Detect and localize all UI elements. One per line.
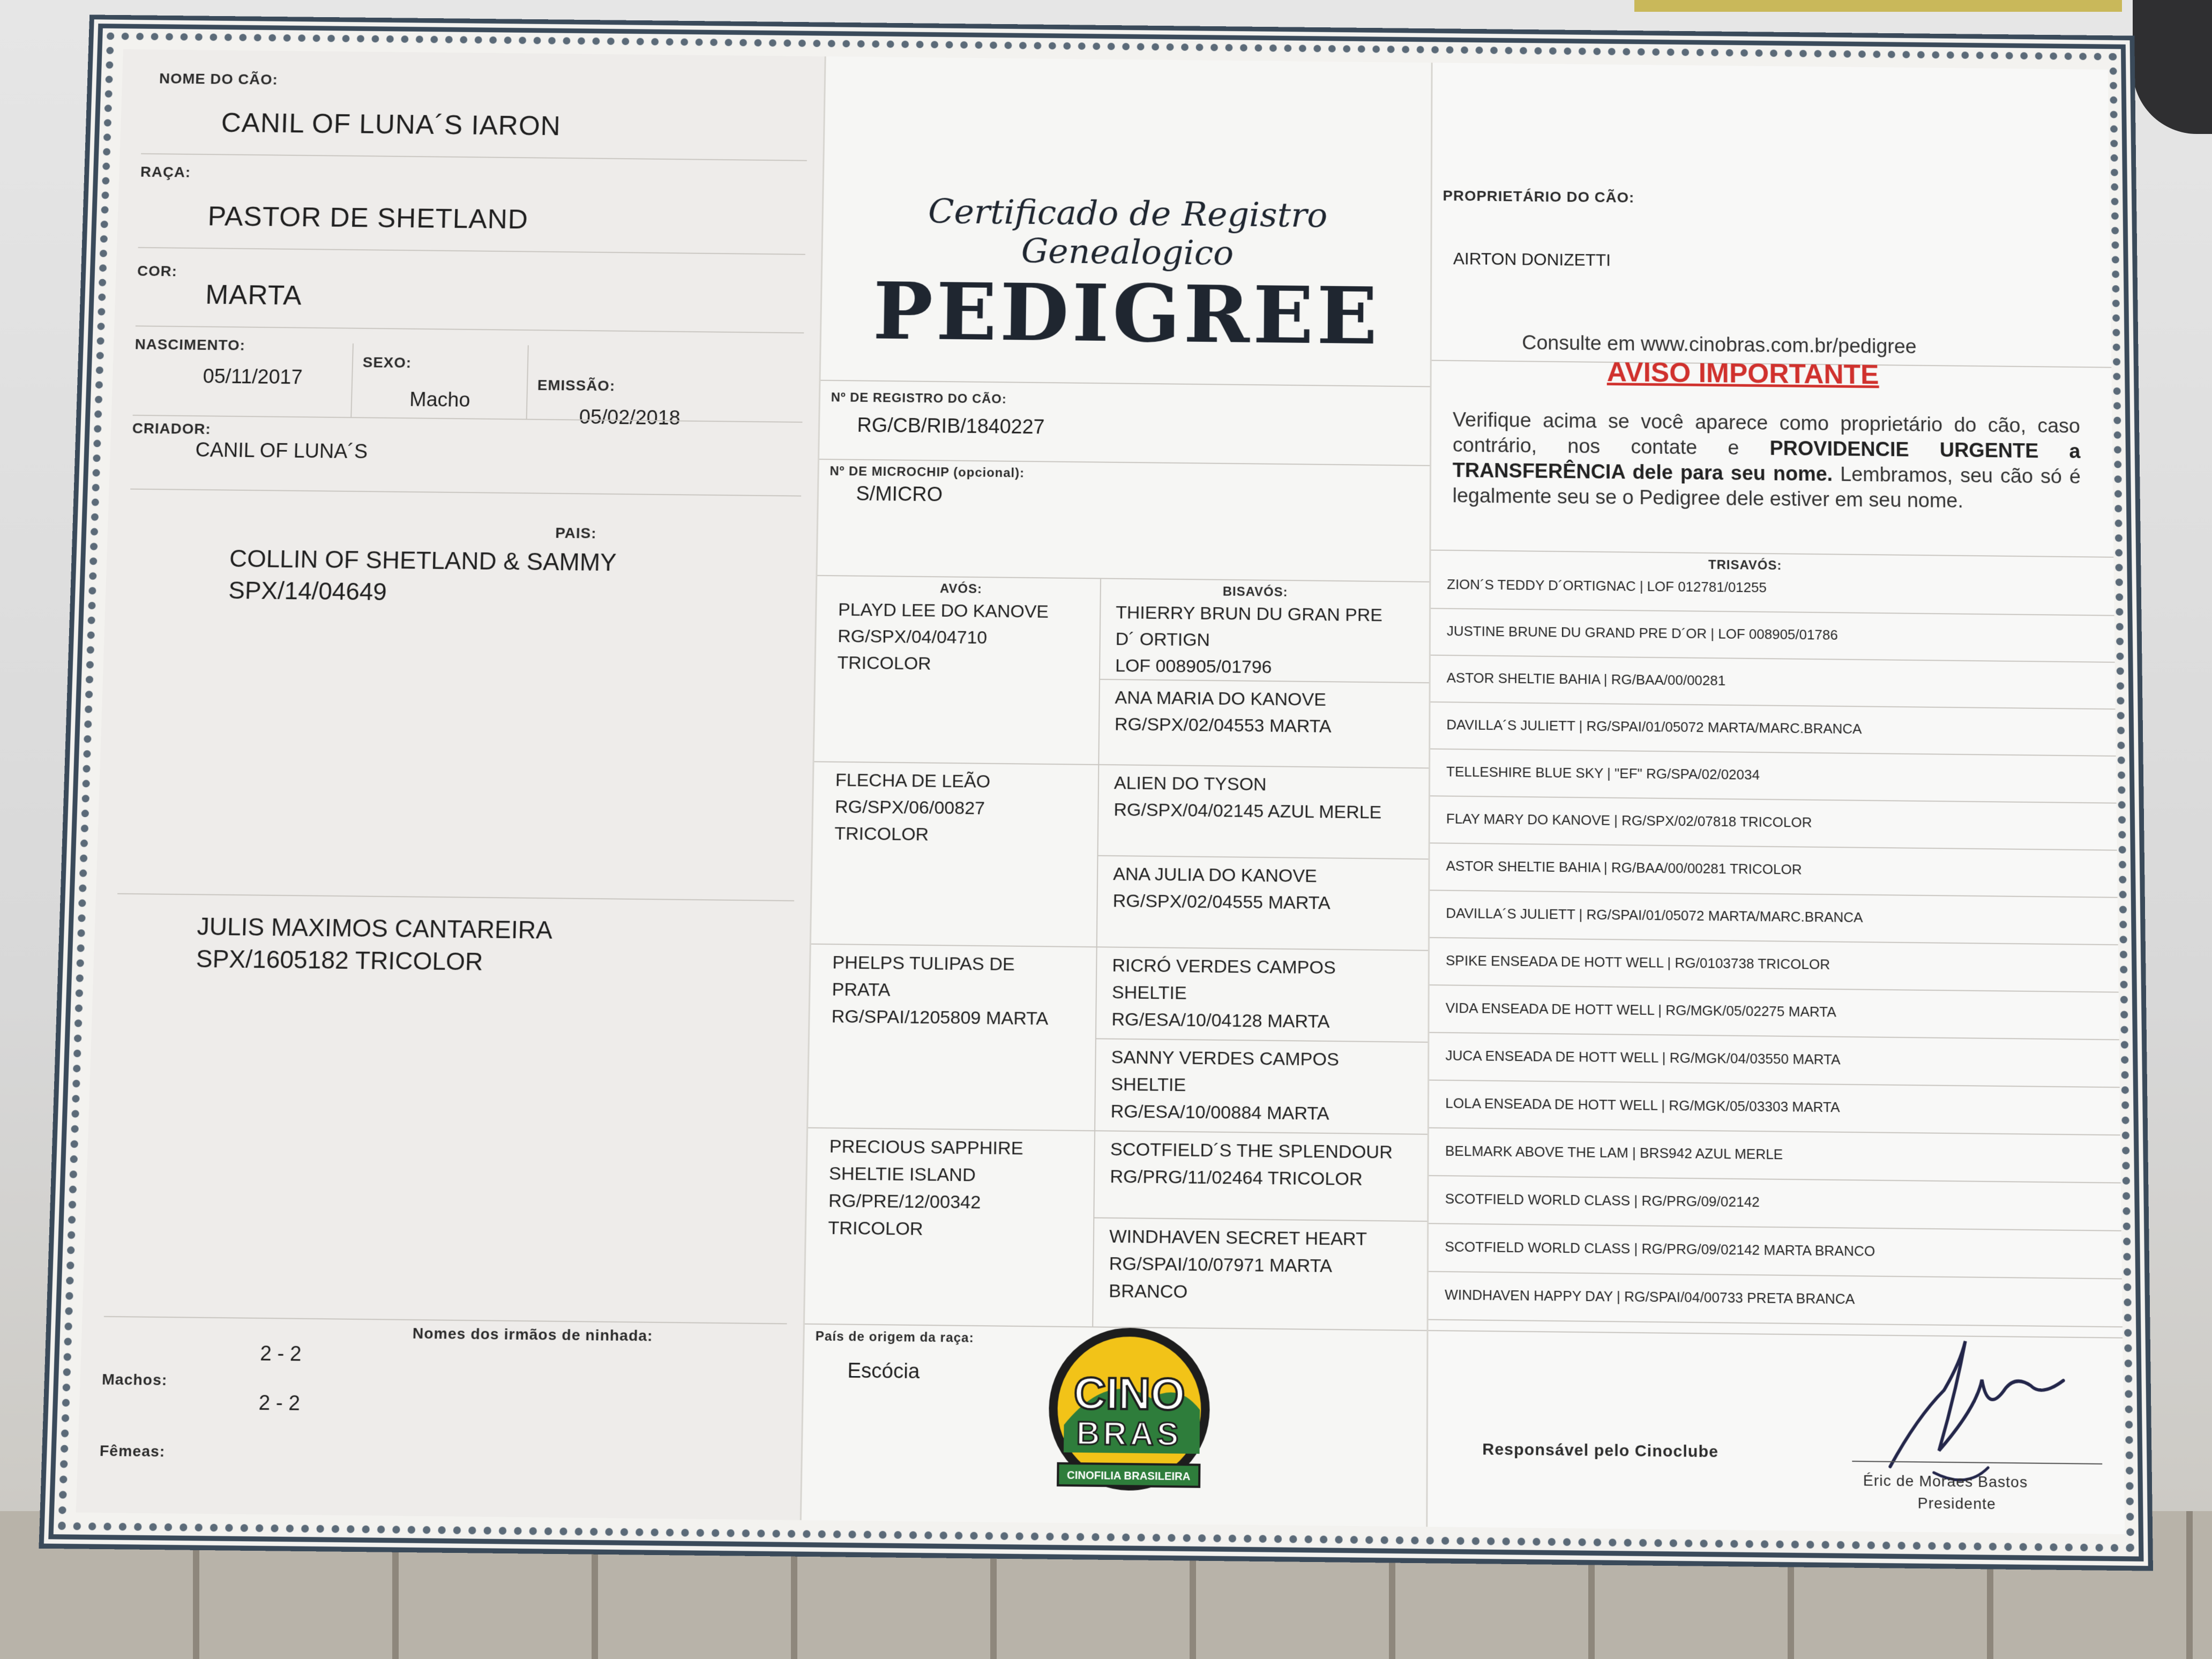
great-grandparent-1 — [1115, 599, 1382, 682]
divider — [1429, 1175, 2121, 1184]
great-grandparent-8 — [1109, 1223, 1367, 1307]
grandparent-line: PRATA — [832, 979, 891, 1000]
divider — [130, 489, 801, 497]
grandparent-3 — [831, 949, 1049, 1032]
signature — [1879, 1329, 2076, 1496]
divider — [814, 761, 1098, 765]
club-responsible-label: Responsável pelo Cinoclube — [1482, 1440, 1719, 1461]
divider — [1094, 1130, 1429, 1135]
trisavo-entry: WINDHAVEN HAPPY DAY | RG/SPAI/04/00733 PRETA BRANCA — [1445, 1286, 1855, 1307]
divider — [1096, 946, 1430, 951]
dam — [196, 910, 553, 978]
issue-label: EMISSÃO: — [537, 377, 616, 394]
sex-value: Macho — [409, 388, 470, 412]
great-grandparent-line: D´ ORTIGN — [1115, 629, 1210, 651]
sire-name: COLLIN OF SHETLAND & SAMMY — [229, 544, 617, 577]
divider — [1429, 1271, 2122, 1280]
divider — [1430, 795, 2117, 803]
divider — [817, 575, 1431, 582]
divider — [1431, 701, 2116, 709]
divider — [136, 325, 804, 333]
birth-date: 05/11/2017 — [203, 365, 303, 389]
trisavo-entry: SPIKE ENSEADA DE HOTT WELL | RG/0103738 TRICOLOR — [1445, 952, 1830, 973]
trisavo-entry: ASTOR SHELTIE BAHIA | RG/BAA/00/00281 TRICOLOR — [1446, 857, 1802, 878]
cinobras-logo — [1041, 1326, 1217, 1504]
trisavo-entry: JUCA ENSEADA DE HOTT WELL | RG/MGK/04/03550 MARTA — [1445, 1047, 1841, 1068]
signature-stroke — [1889, 1340, 2064, 1468]
divider — [1430, 749, 2116, 757]
divider — [1430, 984, 2119, 993]
grandparent-line: TRICOLOR — [834, 823, 929, 845]
divider — [820, 380, 1431, 387]
females-count: 2 - 2 — [258, 1392, 301, 1415]
great-grandparent-line: RG/ESA/10/00884 MARTA — [1110, 1101, 1329, 1124]
great-grandparent-6 — [1110, 1044, 1339, 1127]
trisavo-entry: ZION´S TEDDY D´ORTIGNAC | LOF 012781/01255 — [1447, 576, 1767, 596]
trisavo-entry: BELMARK ABOVE THE LAM | BRS942 AZUL MERLE — [1445, 1142, 1783, 1163]
divider — [1431, 550, 2113, 558]
grandparent-line: PHELPS TULIPAS DE — [832, 952, 1015, 975]
sex-label: SEXO: — [362, 354, 412, 371]
divider — [1093, 1217, 1429, 1222]
certificate-subtitle: Certificado de Registro Genealogico — [928, 192, 1328, 273]
divider — [138, 247, 805, 255]
great-grandparent-5 — [1111, 952, 1336, 1035]
great-grandparent-line: ANA MARIA DO KANOVE — [1115, 687, 1326, 710]
trisavo-entry: ASTOR SHELTIE BAHIA | RG/BAA/00/00281 — [1446, 669, 1726, 689]
divider — [1098, 764, 1430, 768]
breeder: CANIL OF LUNA´S — [195, 439, 368, 464]
corner-object — [1634, 0, 2122, 12]
trisavo-entry: DAVILLA´S JULIETT | RG/SPAI/01/05072 MARTA/MARC.BRANCA — [1446, 905, 1863, 926]
great-grandparent-7 — [1110, 1136, 1393, 1193]
great-grandparent-line: ANA JULIA DO KANOVE — [1112, 864, 1317, 887]
divider — [1429, 1080, 2120, 1088]
great-grandparents-label: BISAVÓS: — [1222, 584, 1288, 600]
great-grandparent-line: SHELTIE — [1110, 1074, 1186, 1096]
parents-label: PAIS: — [555, 525, 597, 542]
grandparent-line: FLECHA DE LEÃO — [835, 769, 991, 792]
great-grandparent-line: BRANCO — [1108, 1280, 1188, 1303]
great-grandparent-line: WINDHAVEN SECRET HEART — [1109, 1226, 1367, 1250]
logo-banner-text: CINOFILIA BRASILEIRA — [1066, 1469, 1191, 1483]
trisavo-entry: SCOTFIELD WORLD CLASS | RG/PRG/09/02142 MARTA BRANCO — [1445, 1238, 1875, 1260]
grandparent-line: RG/SPX/04/04710 — [838, 626, 988, 648]
notice-text-2: Lembramos, seu cão só é legalmente seu se o Pedigree dele estiver em seu nome. — [1452, 463, 2081, 513]
great-grandparent-line: LOF 008905/01796 — [1115, 655, 1272, 678]
trisavo-entry: FLAY MARY DO KANOVE | RG/SPX/02/07818 TRICOLOR — [1446, 810, 1812, 831]
divider — [1429, 1032, 2119, 1041]
grandparent-1 — [837, 596, 1049, 678]
logo-text-top: CINO — [1073, 1368, 1186, 1420]
breeder-label: CRIADOR: — [132, 420, 212, 437]
sire-registration: SPX/14/04649 — [228, 576, 387, 606]
microchip-label: Nº DE MICROCHIP (opcional): — [829, 464, 1025, 481]
females-label: Fêmeas: — [99, 1442, 166, 1460]
divider — [117, 893, 794, 901]
great-grandparent-line: ALIEN DO TYSON — [1114, 773, 1267, 795]
divider — [350, 343, 354, 417]
divider — [1429, 1319, 2123, 1328]
grandparents-label: AVÓS: — [939, 581, 983, 596]
certificate-title: PEDIGREE — [872, 265, 1381, 363]
trisavo-entry: VIDA ENSEADA DE HOTT WELL | RG/MGK/05/02275 MARTA — [1445, 999, 1836, 1020]
divider — [526, 345, 529, 419]
trisavo-entry: TELLESHIRE BLUE SKY | "EF" RG/SPA/02/02034 — [1446, 763, 1760, 783]
notice-text-urgent: PROVIDENCIE URGENTE a TRANSFERÊNCIA dele para seu nome. — [1452, 437, 2081, 486]
owner-label: PROPRIETÁRIO DO CÃO: — [1443, 187, 1635, 206]
divider — [1431, 608, 2114, 616]
great-grandparent-line: RG/PRG/11/02464 TRICOLOR — [1110, 1166, 1363, 1190]
divider — [1430, 937, 2118, 945]
grandparent-line: RG/SPX/06/00827 — [834, 796, 985, 819]
males-label: Machos: — [101, 1371, 168, 1389]
breed: PASTOR DE SHETLAND — [207, 201, 529, 235]
origin-label: País de origem da raça: — [815, 1329, 974, 1346]
sire — [228, 542, 617, 610]
great-grandparent-line: RG/SPX/04/02145 AZUL MERLE — [1114, 799, 1382, 823]
divider — [1092, 578, 1101, 1326]
logo-text-bottom: BRAS — [1076, 1414, 1182, 1453]
great-grandparent-3 — [1114, 769, 1381, 826]
great-grandparent-line: SHELTIE — [1111, 982, 1187, 1004]
registration-number: RG/CB/RIB/1840227 — [857, 414, 1045, 439]
dog-name: CANIL OF LUNA´S IARON — [220, 108, 562, 141]
grandparent-line: RG/PRE/12/00342 — [828, 1190, 981, 1213]
divider — [1097, 855, 1430, 860]
divider — [808, 1127, 1094, 1132]
owner-name: AIRTON DONIZETTI — [1453, 249, 1611, 270]
registration-label: Nº DE REGISTRO DO CÃO: — [831, 390, 1007, 407]
grandparent-2 — [834, 767, 990, 849]
trisavos-label: TRISAVÓS: — [1708, 557, 1782, 573]
divider — [1431, 655, 2115, 663]
color-value: MARTA — [205, 279, 303, 311]
grandparent-line: TRICOLOR — [837, 653, 932, 674]
great-grandparent-line: SANNY VERDES CAMPOS — [1111, 1047, 1339, 1070]
great-grandparent-line: RG/SPAI/10/07971 MARTA — [1109, 1253, 1333, 1277]
great-grandparent-line: RG/SPX/02/04555 MARTA — [1112, 891, 1331, 914]
great-grandparent-line: RG/SPX/02/04553 MARTA — [1114, 714, 1332, 737]
left-panel — [76, 49, 825, 1520]
dam-registration: SPX/1605182 TRICOLOR — [196, 944, 483, 976]
pedigree-certificate — [39, 14, 2153, 1571]
president-name: Éric de Moraes Bastos — [1863, 1471, 2028, 1491]
notice-title: AVISO IMPORTANTE — [1606, 357, 1879, 391]
microchip-value: S/MICRO — [856, 483, 943, 506]
grandparent-line: SHELTIE ISLAND — [828, 1163, 976, 1186]
divider — [811, 944, 1096, 948]
great-grandparent-line: RICRÓ VERDES CAMPOS — [1112, 955, 1336, 978]
issue-date: 05/02/2018 — [579, 406, 681, 430]
divider — [1430, 890, 2117, 898]
great-grandparent-2 — [1115, 684, 1332, 740]
grandparent-line: TRICOLOR — [827, 1217, 923, 1239]
divider — [104, 1316, 787, 1325]
grandparent-4 — [828, 1133, 1023, 1244]
males-count: 2 - 2 — [259, 1342, 302, 1366]
great-grandparent-line: THIERRY BRUN DU GRAN PRE — [1116, 602, 1382, 626]
consult-url: Consulte em www.cinobras.com.br/pedigree — [1522, 332, 1917, 358]
great-grandparent-4 — [1112, 861, 1331, 916]
middle-panel — [800, 56, 1433, 1527]
divider — [133, 415, 803, 423]
divider — [1430, 842, 2117, 850]
origin-value: Escócia — [847, 1359, 920, 1384]
notice-body — [1453, 407, 2081, 515]
divider — [1429, 1127, 2120, 1136]
great-grandparent-line: RG/ESA/10/04128 MARTA — [1111, 1009, 1330, 1032]
birth-label: NASCIMENTO: — [134, 335, 246, 354]
president-title: Presidente — [1917, 1494, 1996, 1513]
trisavo-entry: SCOTFIELD WORLD CLASS | RG/PRG/09/02142 — [1445, 1190, 1760, 1210]
breed-label: RAÇA: — [140, 163, 191, 181]
divider — [1095, 1038, 1430, 1043]
litter-label: Nomes dos irmãos de ninhada: — [412, 1325, 653, 1344]
trisavo-entry: LOLA ENSEADA DE HOTT WELL | RG/MGK/05/03303 MARTA — [1445, 1095, 1840, 1116]
grandparent-line: PLAYD LEE DO KANOVE — [838, 599, 1049, 622]
dam-name: JULIS MAXIMOS CANTAREIRA — [196, 912, 553, 944]
right-panel — [1426, 63, 2125, 1534]
grandparent-line: RG/SPAI/1205809 MARTA — [831, 1006, 1049, 1029]
color-label: COR: — [137, 263, 178, 280]
trisavo-entry: JUSTINE BRUNE DU GRAND PRE D´OR | LOF 008905/01786 — [1446, 623, 1838, 643]
notice-text-1: Verifique acima se você aparece como proprietário do cão, caso contrário, nos contate e — [1452, 409, 2081, 460]
divider — [141, 153, 807, 161]
grandparent-line: PRECIOUS SAPPHIRE — [829, 1136, 1023, 1159]
dog-name-label: NOME DO CÃO: — [159, 70, 279, 88]
divider — [1429, 1223, 2121, 1231]
trisavo-entry: DAVILLA´S JULIETT | RG/SPAI/01/05072 MARTA/MARC.BRANCA — [1446, 716, 1862, 737]
great-grandparent-line: SCOTFIELD´S THE SPLENDOUR — [1110, 1139, 1393, 1163]
